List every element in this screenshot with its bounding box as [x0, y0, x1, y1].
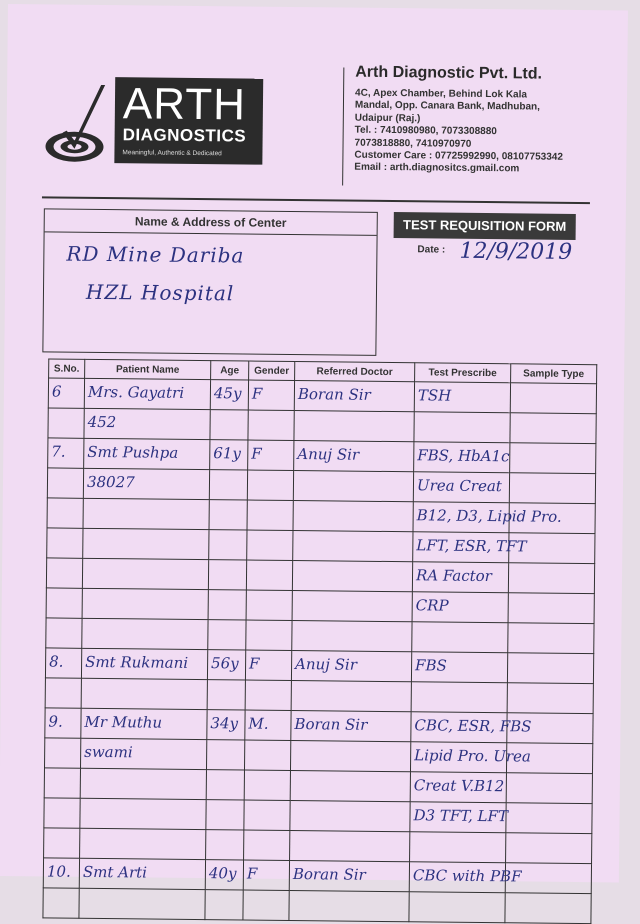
customer-care-line: Customer Care : 07725992990, 08107753342	[354, 149, 563, 163]
cell-test-prescribe	[410, 742, 531, 773]
center-hospital: HZL Hospital	[85, 279, 235, 306]
cell-gender	[247, 470, 293, 500]
col-header-test-prescribe: Test Prescribe	[415, 363, 511, 383]
cell-test-prescribe	[409, 892, 505, 923]
cell-test-prescribe-text: Urea Creat	[416, 476, 502, 496]
cell-test-prescribe	[411, 652, 507, 683]
cell-age	[208, 620, 246, 650]
cell-sample-type	[506, 773, 592, 804]
cell-gender-text: F	[251, 444, 262, 463]
header-divider	[342, 68, 344, 186]
cell-age	[205, 860, 243, 890]
cell-sample-type	[508, 563, 594, 594]
cell-test-prescribe-text: CBC with PBF	[412, 866, 522, 886]
cell-sno-text: 8.	[49, 652, 64, 671]
cell-age	[206, 740, 244, 770]
cell-gender	[245, 650, 291, 680]
center-name: RD Mine Dariba	[66, 241, 245, 268]
cell-test-prescribe	[414, 412, 510, 443]
cell-gender	[247, 530, 293, 560]
cell-test-prescribe-text: TSH	[417, 386, 452, 405]
cell-age	[209, 470, 247, 500]
cell-sno	[46, 588, 82, 618]
cell-age	[206, 800, 244, 830]
cell-sample-type	[505, 863, 591, 894]
cell-sample-type	[510, 383, 596, 414]
col-header-age: Age	[211, 361, 249, 380]
cell-gender-text: F	[246, 864, 258, 883]
cell-referred-doctor	[294, 381, 414, 412]
cell-test-prescribe	[409, 862, 522, 893]
cell-gender	[246, 620, 292, 650]
cell-sample-type	[510, 413, 596, 444]
cell-sno	[47, 498, 83, 528]
logo-brand: ARTH	[122, 79, 247, 130]
cell-age	[208, 560, 246, 590]
cell-referred-doctor	[292, 621, 412, 652]
cell-sno	[45, 738, 81, 768]
cell-sno	[45, 648, 81, 678]
form-title: TEST REQUISITION FORM	[394, 212, 576, 240]
cell-age	[206, 770, 244, 800]
cell-gender	[245, 680, 291, 710]
cell-referred-doctor	[292, 561, 412, 592]
cell-patient-name-text: Smt Rukmani	[85, 652, 189, 672]
address-line: Udaipur (Raj.)	[354, 112, 421, 125]
cell-referred-doctor	[290, 800, 410, 831]
cell-patient-name	[83, 498, 209, 529]
cell-patient-name-text: Mr Muthu	[84, 712, 163, 732]
cell-age	[210, 380, 248, 410]
cell-age-text: 40y	[208, 864, 237, 883]
cell-age	[209, 530, 247, 560]
cell-sno	[44, 828, 80, 858]
cell-patient-name	[81, 738, 207, 769]
cell-referred-doctor	[291, 711, 411, 742]
cell-patient-name	[79, 858, 205, 889]
cell-sample-type	[506, 803, 592, 834]
cell-referred-doctor-text: Anuj Sir	[297, 445, 360, 464]
cell-referred-doctor	[291, 651, 411, 682]
cell-age-text: 56y	[211, 654, 239, 673]
cell-test-prescribe-text: D3 TFT, LFT	[413, 806, 509, 826]
table-body	[43, 378, 597, 924]
date-value: 12/9/2019	[459, 238, 573, 265]
cell-test-prescribe-text: Lipid Pro. Urea	[414, 746, 531, 766]
col-header-sno: S.No.	[49, 359, 85, 378]
cell-sample-type	[508, 623, 594, 654]
cell-test-prescribe	[410, 832, 506, 863]
cell-sample-type	[505, 893, 591, 924]
cell-test-prescribe-text: RA Factor	[415, 566, 492, 586]
cell-sno	[43, 858, 79, 888]
phone-line: Tel. : 7410980980, 7073308880	[354, 124, 497, 138]
cell-gender-text: M.	[248, 714, 269, 733]
cell-patient-name	[79, 888, 205, 919]
cell-test-prescribe	[412, 622, 508, 653]
cell-test-prescribe-text: B12, D3, Lipid Pro.	[416, 506, 562, 526]
cell-test-prescribe-text: FBS, HbA1c	[417, 446, 510, 466]
cell-patient-name-text: Smt Arti	[82, 862, 148, 882]
cell-patient-name-text: Mrs. Gayatri	[87, 382, 185, 402]
cell-patient-name	[84, 408, 210, 439]
cell-gender	[248, 380, 294, 410]
address-line: 4C, Apex Chamber, Behind Lok Kala	[355, 87, 528, 101]
cell-referred-doctor	[290, 771, 410, 802]
target-check-icon	[44, 80, 111, 165]
cell-sno	[44, 768, 80, 798]
cell-age-text: 61y	[213, 444, 241, 463]
cell-age	[210, 410, 248, 440]
cell-patient-name	[80, 768, 206, 799]
cell-gender-text: F	[251, 384, 263, 403]
cell-gender-text: F	[249, 654, 260, 673]
cell-patient-name	[84, 438, 210, 469]
cell-referred-doctor	[294, 411, 414, 442]
cell-sno	[44, 798, 80, 828]
center-box-title: Name & Address of Center	[45, 209, 377, 235]
cell-sno-text: 7.	[51, 442, 66, 461]
cell-patient-name	[81, 678, 207, 709]
cell-gender	[244, 770, 290, 800]
cell-sno	[48, 378, 84, 408]
cell-test-prescribe-text: CBC, ESR, FBS	[414, 716, 532, 736]
cell-referred-doctor	[293, 471, 413, 502]
cell-gender	[246, 560, 292, 590]
cell-referred-doctor	[291, 681, 411, 712]
cell-gender	[243, 860, 289, 890]
logo-tagline: Meaningful, Authentic & Dedicated	[122, 149, 222, 158]
requisition-form-sheet	[0, 4, 628, 886]
cell-sno	[46, 558, 82, 588]
cell-referred-doctor	[290, 741, 410, 772]
cell-gender	[243, 890, 289, 920]
table-row	[43, 888, 591, 924]
cell-sample-type	[507, 683, 593, 714]
cell-gender	[244, 830, 290, 860]
cell-sample-type	[506, 743, 592, 774]
center-address-box	[42, 208, 377, 355]
cell-gender	[246, 590, 292, 620]
cell-patient-name-text: 452	[87, 412, 117, 432]
logo-plate	[114, 77, 263, 165]
cell-patient-name	[82, 588, 208, 619]
cell-referred-doctor	[292, 591, 412, 622]
cell-test-prescribe	[412, 562, 508, 593]
cell-sample-type	[506, 833, 592, 864]
cell-patient-name	[82, 618, 208, 649]
cell-test-prescribe-text: Creat V.B12	[413, 776, 505, 796]
cell-patient-name	[80, 798, 206, 829]
cell-referred-doctor	[293, 531, 413, 562]
cell-referred-doctor	[289, 890, 409, 921]
cell-test-prescribe	[414, 382, 510, 413]
cell-sno	[48, 438, 84, 468]
cell-age	[206, 830, 244, 860]
company-address	[354, 88, 605, 177]
cell-patient-name	[84, 378, 210, 409]
cell-sno	[48, 408, 84, 438]
cell-gender	[244, 800, 290, 830]
cell-sample-type	[509, 533, 595, 564]
cell-sno	[47, 528, 83, 558]
cell-sno-text: 6	[51, 382, 62, 401]
cell-sno-text: 9.	[48, 712, 63, 731]
cell-sample-type	[507, 653, 593, 684]
cell-test-prescribe	[413, 472, 509, 503]
cell-sample-type	[510, 443, 596, 474]
cell-patient-name-text: 38027	[86, 472, 135, 492]
cell-sno	[45, 708, 81, 738]
cell-test-prescribe	[414, 442, 510, 473]
cell-age	[205, 890, 243, 920]
cell-referred-doctor-text: Boran Sir	[292, 865, 366, 884]
cell-test-prescribe	[413, 532, 527, 563]
cell-patient-name	[83, 468, 209, 499]
cell-gender	[244, 740, 290, 770]
cell-age-text: 34y	[210, 714, 239, 733]
cell-test-prescribe-text: CRP	[415, 596, 449, 615]
cell-referred-doctor	[293, 501, 413, 532]
cell-age-text: 45y	[213, 384, 242, 403]
cell-test-prescribe	[411, 682, 507, 713]
header-rule	[42, 196, 590, 204]
cell-age	[209, 500, 247, 530]
cell-patient-name	[81, 708, 207, 739]
cell-referred-doctor	[289, 860, 409, 891]
cell-age	[210, 440, 248, 470]
cell-referred-doctor-text: Boran Sir	[294, 715, 368, 734]
cell-referred-doctor-text: Anuj Sir	[295, 655, 358, 674]
cell-sno	[45, 678, 81, 708]
cell-age	[207, 710, 245, 740]
cell-gender	[247, 500, 293, 530]
cell-test-prescribe-text: FBS	[415, 656, 447, 675]
cell-gender	[248, 440, 294, 470]
cell-test-prescribe	[413, 502, 562, 533]
cell-patient-name	[82, 558, 208, 589]
col-header-sample-type: Sample Type	[511, 364, 597, 384]
cell-test-prescribe	[410, 772, 506, 803]
phone-line: 7073818880, 7410970970	[354, 137, 472, 150]
cell-age	[207, 680, 245, 710]
cell-gender	[245, 710, 291, 740]
cell-age	[208, 590, 246, 620]
cell-patient-name	[80, 828, 206, 859]
cell-sample-type	[508, 593, 594, 624]
cell-patient-name	[83, 528, 209, 559]
email-line: Email : arth.diagnositcs.gmail.com	[354, 162, 520, 175]
cell-referred-doctor	[294, 441, 414, 472]
col-header-referred-doctor: Referred Doctor	[295, 362, 415, 382]
cell-referred-doctor-text: Boran Sir	[297, 385, 371, 404]
logo-sub: DIAGNOSTICS	[122, 125, 247, 146]
col-header-patient-name: Patient Name	[85, 359, 211, 379]
cell-sample-type	[509, 473, 595, 504]
cell-referred-doctor	[290, 830, 410, 861]
cell-sno	[43, 888, 79, 918]
arth-logo	[44, 68, 261, 166]
cell-patient-name-text: Smt Pushpa	[87, 442, 179, 462]
cell-sno	[47, 468, 83, 498]
cell-test-prescribe	[412, 592, 508, 623]
cell-sno	[46, 618, 82, 648]
address-line: Mandal, Opp. Canara Bank, Madhuban,	[354, 100, 541, 113]
cell-test-prescribe-text: LFT, ESR, TFT	[416, 536, 527, 556]
cell-patient-name-text: swami	[84, 742, 133, 762]
cell-test-prescribe	[410, 802, 509, 833]
cell-sno-text: 10.	[46, 862, 71, 881]
cell-sample-type	[509, 503, 595, 534]
col-header-gender: Gender	[249, 361, 295, 380]
date-label: Date :	[417, 244, 446, 256]
cell-sample-type	[507, 713, 593, 744]
cell-age	[207, 650, 245, 680]
cell-test-prescribe	[411, 712, 532, 743]
company-name: Arth Diagnostic Pvt. Ltd.	[355, 63, 543, 83]
cell-gender	[248, 410, 294, 440]
cell-patient-name	[81, 648, 207, 679]
patient-table	[42, 358, 597, 924]
